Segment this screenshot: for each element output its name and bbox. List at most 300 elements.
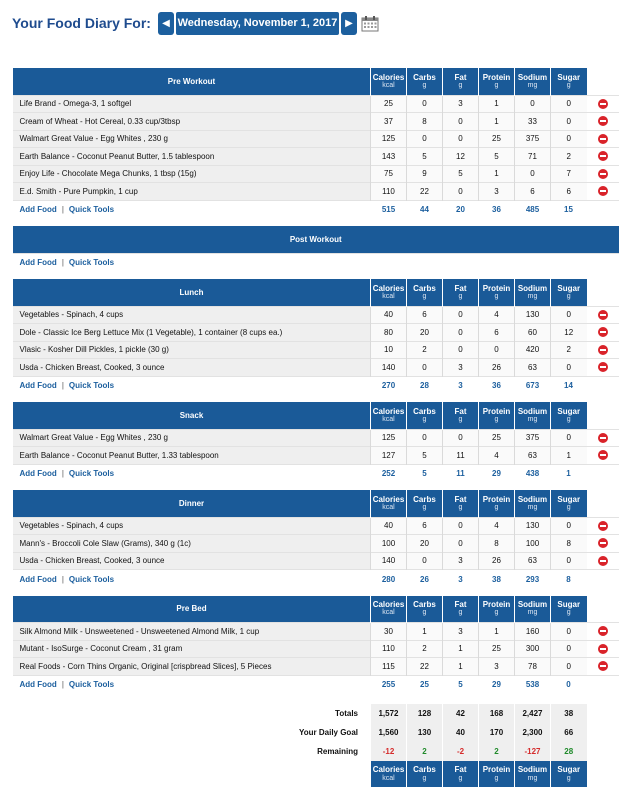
column-header — [515, 279, 551, 306]
food-name[interactable]: Dole - Classic Ice Berg Lettuce Mix (1 Vegetable), 1 container (8 cups ea.) — [13, 324, 371, 342]
column-unit: mg — [527, 609, 538, 617]
meal-total: 255 — [371, 675, 407, 694]
nutrient-value: 0 — [443, 306, 479, 324]
meal-total — [443, 253, 479, 272]
nutrient-value: 10 — [371, 341, 407, 359]
column-name: Protein — [482, 72, 511, 82]
column-name: Fat — [454, 494, 467, 504]
summary-value: 128 — [407, 704, 443, 723]
summary-value: 28 — [551, 742, 587, 761]
column-unit: g — [494, 415, 499, 423]
summary-value: 170 — [479, 723, 515, 742]
column-unit: mg — [527, 774, 538, 782]
food-name[interactable]: E.d. Smith - Pure Pumpkin, 1 cup — [13, 183, 371, 201]
meal-title: Dinner — [13, 490, 371, 517]
column-name: Protein — [482, 406, 511, 416]
column-header — [443, 490, 479, 517]
nutrient-value: 25 — [371, 95, 407, 113]
quick-tools-link[interactable]: Quick Tools — [68, 258, 115, 268]
food-row[interactable] — [13, 148, 619, 166]
nutrient-value: 1 — [443, 640, 479, 658]
nutrient-value: 125 — [371, 130, 407, 148]
food-name[interactable]: Silk Almond Milk - Unsweetened - Unsweetened Almond Milk, 1 cup — [13, 623, 371, 641]
nutrient-value: 420 — [515, 341, 551, 359]
meal-actions-row — [13, 570, 619, 589]
meal-total — [479, 253, 515, 272]
column-name: Carbs — [413, 600, 436, 610]
nutrient-value: 2 — [551, 148, 587, 166]
column-header — [443, 761, 479, 787]
column-header — [371, 596, 407, 623]
column-header — [551, 279, 587, 306]
meal-total: 485 — [515, 200, 551, 219]
nutrient-value: 110 — [371, 640, 407, 658]
delete-icon[interactable] — [598, 151, 608, 161]
column-unit: kcal — [382, 415, 395, 423]
column-unit: g — [422, 503, 427, 511]
summary-value: 42 — [443, 704, 479, 723]
column-name: Sodium — [517, 600, 548, 610]
nutrient-value: 7 — [551, 165, 587, 183]
chevron-right-icon[interactable]: ▶ — [341, 12, 357, 35]
summary-value: 2 — [407, 742, 443, 761]
nutrient-value: 33 — [515, 113, 551, 131]
nutrient-value: 1 — [479, 95, 515, 113]
nutrient-value: 0 — [407, 130, 443, 148]
column-unit: g — [494, 609, 499, 617]
delete-icon[interactable] — [598, 538, 608, 548]
nutrient-value: 0 — [551, 130, 587, 148]
food-row[interactable] — [13, 623, 619, 641]
nutrient-value: 1 — [479, 165, 515, 183]
column-unit: g — [458, 81, 463, 89]
column-unit: g — [566, 415, 571, 423]
meal-total: 36 — [479, 200, 515, 219]
nutrient-value: 80 — [371, 324, 407, 342]
delete-icon[interactable] — [598, 450, 608, 460]
nutrient-value: 3 — [443, 95, 479, 113]
meal-title: Post Workout — [13, 226, 619, 253]
food-row[interactable] — [13, 517, 619, 535]
column-name: Fat — [454, 765, 467, 775]
nutrient-value: 11 — [443, 447, 479, 465]
food-row[interactable] — [13, 359, 619, 377]
delete-icon[interactable] — [598, 99, 608, 109]
column-name: Sugar — [557, 72, 581, 82]
food-name[interactable]: Cream of Wheat - Hot Cereal, 0.33 cup/3tbsp — [13, 113, 371, 131]
meal-total: 29 — [479, 675, 515, 694]
add-food-link[interactable]: Add Food — [19, 680, 57, 690]
summary-value: 168 — [479, 704, 515, 723]
nutrient-value: 60 — [515, 324, 551, 342]
nutrient-value: 300 — [515, 640, 551, 658]
nutrient-value: 5 — [407, 148, 443, 166]
column-header — [371, 490, 407, 517]
food-row[interactable] — [13, 640, 619, 658]
meal-total: 20 — [443, 200, 479, 219]
column-unit: g — [422, 81, 427, 89]
column-header — [443, 68, 479, 95]
column-name: Fat — [454, 283, 467, 293]
summary-value: 1,572 — [371, 704, 407, 723]
food-row[interactable] — [13, 95, 619, 113]
quick-tools-link[interactable]: Quick Tools — [68, 205, 115, 215]
column-unit: g — [422, 415, 427, 423]
summary-value: 2,300 — [515, 723, 551, 742]
food-row[interactable] — [13, 183, 619, 201]
column-header — [479, 279, 515, 306]
food-row[interactable] — [13, 429, 619, 447]
nutrient-value: 2 — [551, 341, 587, 359]
food-name[interactable]: Usda - Chicken Breast, Cooked, 3 ounce — [13, 552, 371, 570]
meal-total: 1 — [551, 464, 587, 483]
column-header — [407, 761, 443, 787]
meal-total: 15 — [551, 200, 587, 219]
meal-total: 14 — [551, 376, 587, 395]
nutrient-value: 0 — [443, 113, 479, 131]
nutrient-value: 110 — [371, 183, 407, 201]
nutrient-value: 125 — [371, 429, 407, 447]
column-header — [551, 490, 587, 517]
column-unit: g — [494, 774, 499, 782]
nutrient-value: 1 — [407, 623, 443, 641]
meal-title: Lunch — [13, 279, 371, 306]
delete-icon[interactable] — [598, 345, 608, 355]
column-header — [551, 402, 587, 429]
food-name[interactable]: Mutant - IsoSurge - Coconut Cream , 31 gram — [13, 640, 371, 658]
food-row[interactable] — [13, 447, 619, 465]
nutrient-value: 6 — [407, 517, 443, 535]
column-header — [407, 596, 443, 623]
summary-value: 2 — [479, 742, 515, 761]
nutrient-value: 9 — [407, 165, 443, 183]
meal-header — [13, 68, 619, 95]
separator: | — [61, 205, 64, 215]
meal-total: 293 — [515, 570, 551, 589]
meal-total: 515 — [371, 200, 407, 219]
column-unit: g — [566, 774, 571, 782]
delete-icon[interactable] — [598, 661, 608, 671]
column-unit: g — [566, 292, 571, 300]
column-name: Sugar — [557, 283, 581, 293]
nutrient-value: 71 — [515, 148, 551, 166]
nutrient-value: 8 — [407, 113, 443, 131]
date-display[interactable]: Wednesday, November 1, 2017 — [176, 12, 339, 35]
nutrient-value: 37 — [371, 113, 407, 131]
column-unit: mg — [527, 81, 538, 89]
column-name: Calories — [372, 283, 405, 293]
column-name: Sodium — [517, 283, 548, 293]
nutrient-value: 100 — [371, 535, 407, 553]
column-unit: kcal — [382, 292, 395, 300]
quick-tools-link[interactable]: Quick Tools — [68, 381, 115, 391]
nutrient-value: 2 — [407, 640, 443, 658]
column-unit: kcal — [382, 81, 395, 89]
delete-icon[interactable] — [598, 556, 608, 566]
column-name: Sodium — [517, 406, 548, 416]
column-name: Sodium — [517, 72, 548, 82]
column-header — [479, 490, 515, 517]
column-name: Carbs — [413, 283, 436, 293]
nutrient-value: 0 — [443, 130, 479, 148]
footer-column-header — [13, 761, 619, 787]
food-name[interactable]: Usda - Chicken Breast, Cooked, 3 ounce — [13, 359, 371, 377]
nutrient-value: 25 — [479, 640, 515, 658]
nutrient-value: 1 — [479, 623, 515, 641]
food-diary-table — [12, 68, 619, 787]
food-row[interactable] — [13, 341, 619, 359]
column-header — [479, 761, 515, 787]
summary-value: 40 — [443, 723, 479, 742]
nutrient-value: 20 — [407, 324, 443, 342]
column-name: Protein — [482, 600, 511, 610]
nutrient-value: 375 — [515, 429, 551, 447]
nutrient-value: 140 — [371, 359, 407, 377]
delete-icon[interactable] — [598, 327, 608, 337]
column-name: Sugar — [557, 406, 581, 416]
delete-icon[interactable] — [598, 186, 608, 196]
column-name: Fat — [454, 72, 467, 82]
meal-actions-row — [13, 376, 619, 395]
add-food-link[interactable]: Add Food — [19, 205, 57, 215]
nutrient-value: 0 — [443, 324, 479, 342]
column-header — [443, 402, 479, 429]
column-unit: mg — [527, 292, 538, 300]
nutrient-value: 22 — [407, 183, 443, 201]
meal-header — [13, 402, 619, 429]
food-name[interactable]: Walmart Great Value - Egg Whites , 230 g — [13, 130, 371, 148]
column-unit: g — [458, 292, 463, 300]
meal-actions-row — [13, 464, 619, 483]
column-header — [371, 68, 407, 95]
food-row[interactable] — [13, 552, 619, 570]
nutrient-value: 0 — [443, 535, 479, 553]
meal-total: 3 — [443, 570, 479, 589]
column-header — [551, 761, 587, 787]
meal-total: 673 — [515, 376, 551, 395]
column-name: Calories — [372, 494, 405, 504]
nutrient-value: 63 — [515, 447, 551, 465]
column-unit: g — [494, 292, 499, 300]
column-header — [407, 279, 443, 306]
nutrient-value: 6 — [407, 306, 443, 324]
meal-header — [13, 279, 619, 306]
meal-total: 8 — [551, 570, 587, 589]
delete-icon[interactable] — [598, 626, 608, 636]
nutrient-value: 5 — [443, 165, 479, 183]
meal-actions-row — [13, 675, 619, 694]
nutrient-value: 78 — [515, 658, 551, 676]
summary-label: Your Daily Goal — [299, 728, 358, 737]
meal-total: 5 — [407, 464, 443, 483]
column-unit: g — [458, 609, 463, 617]
column-name: Sugar — [557, 600, 581, 610]
food-name[interactable]: Earth Balance - Coconut Peanut Butter, 1.5 tablespoon — [13, 148, 371, 166]
calendar-icon[interactable] — [361, 15, 379, 32]
separator: | — [61, 469, 64, 479]
column-header — [371, 761, 407, 787]
delete-icon[interactable] — [598, 521, 608, 531]
food-row[interactable] — [13, 324, 619, 342]
column-name: Carbs — [413, 494, 436, 504]
meal-total: 3 — [443, 376, 479, 395]
meal-actions-row — [13, 253, 619, 272]
nutrient-value: 26 — [479, 552, 515, 570]
nutrient-value: 6 — [515, 183, 551, 201]
column-header — [551, 68, 587, 95]
column-unit: g — [566, 81, 571, 89]
meal-total: 38 — [479, 570, 515, 589]
nutrient-value: 3 — [479, 183, 515, 201]
food-name[interactable]: Vlasic - Kosher Dill Pickles, 1 pickle (30 g) — [13, 341, 371, 359]
meal-total: 26 — [407, 570, 443, 589]
column-unit: mg — [527, 503, 538, 511]
nutrient-value: 0 — [551, 429, 587, 447]
nutrient-value: 0 — [551, 623, 587, 641]
meal-total: 29 — [479, 464, 515, 483]
nutrient-value: 3 — [443, 623, 479, 641]
remaining-row — [13, 742, 619, 761]
meal-total: 280 — [371, 570, 407, 589]
nutrient-value: 0 — [443, 183, 479, 201]
food-row[interactable] — [13, 165, 619, 183]
quick-tools-link[interactable]: Quick Tools — [68, 574, 115, 584]
nutrient-value: 8 — [479, 535, 515, 553]
column-header — [515, 490, 551, 517]
meal-total: 252 — [371, 464, 407, 483]
summary-label: Totals — [335, 709, 358, 718]
summary-value: 1,560 — [371, 723, 407, 742]
separator: | — [61, 381, 64, 391]
meal-title: Pre Bed — [13, 596, 371, 623]
column-unit: kcal — [382, 503, 395, 511]
food-name[interactable]: Vegetables - Spinach, 4 cups — [13, 306, 371, 324]
meal-title: Pre Workout — [13, 68, 371, 95]
summary-label: Remaining — [317, 747, 358, 756]
column-name: Sugar — [557, 494, 581, 504]
nutrient-value: 0 — [407, 552, 443, 570]
food-row[interactable] — [13, 658, 619, 676]
column-name: Sugar — [557, 765, 581, 775]
food-name[interactable]: Earth Balance - Coconut Peanut Butter, 1.33 tablespoon — [13, 447, 371, 465]
column-unit: g — [566, 503, 571, 511]
meal-total: 11 — [443, 464, 479, 483]
delete-icon[interactable] — [598, 169, 608, 179]
food-name[interactable]: Real Foods - Corn Thins Organic, Original [crispbread Slices], 5 Pieces — [13, 658, 371, 676]
column-name: Fat — [454, 600, 467, 610]
column-name: Calories — [372, 600, 405, 610]
column-header — [479, 596, 515, 623]
column-header — [443, 279, 479, 306]
delete-icon[interactable] — [598, 644, 608, 654]
column-name: Carbs — [413, 765, 436, 775]
separator: | — [61, 680, 64, 690]
food-row[interactable] — [13, 306, 619, 324]
add-food-link[interactable]: Add Food — [19, 258, 57, 268]
column-unit: g — [422, 609, 427, 617]
nutrient-value: 0 — [443, 429, 479, 447]
food-name[interactable]: Mann's - Broccoli Cole Slaw (Grams), 340 g (1c) — [13, 535, 371, 553]
column-unit: g — [422, 774, 427, 782]
summary-value: 66 — [551, 723, 587, 742]
nutrient-value: 20 — [407, 535, 443, 553]
column-header — [443, 596, 479, 623]
meal-total: 25 — [407, 675, 443, 694]
food-row[interactable] — [13, 113, 619, 131]
nutrient-value: 0 — [551, 113, 587, 131]
column-name: Protein — [482, 283, 511, 293]
column-unit: g — [458, 774, 463, 782]
meal-total — [371, 253, 407, 272]
food-row[interactable] — [13, 130, 619, 148]
nutrient-value: 0 — [551, 552, 587, 570]
column-name: Protein — [482, 765, 511, 775]
meal-total: 0 — [551, 675, 587, 694]
column-name: Fat — [454, 406, 467, 416]
column-header — [551, 596, 587, 623]
nutrient-value: 1 — [551, 447, 587, 465]
delete-icon[interactable] — [598, 116, 608, 126]
quick-tools-link[interactable]: Quick Tools — [68, 469, 115, 479]
nutrient-value: 5 — [479, 148, 515, 166]
nutrient-value: 0 — [407, 359, 443, 377]
column-name: Sodium — [517, 765, 548, 775]
column-unit: kcal — [382, 774, 395, 782]
food-name[interactable]: Enjoy Life - Chocolate Mega Chunks, 1 tbsp (15g) — [13, 165, 371, 183]
diary-date-bar — [12, 10, 379, 36]
meal-total: 44 — [407, 200, 443, 219]
quick-tools-link[interactable]: Quick Tools — [68, 680, 115, 690]
delete-icon[interactable] — [598, 310, 608, 320]
nutrient-value: 115 — [371, 658, 407, 676]
add-food-link[interactable]: Add Food — [19, 469, 57, 479]
nutrient-value: 63 — [515, 359, 551, 377]
nutrient-value: 0 — [551, 95, 587, 113]
add-food-link[interactable]: Add Food — [19, 574, 57, 584]
nutrient-value: 8 — [551, 535, 587, 553]
nutrient-value: 130 — [515, 306, 551, 324]
column-header — [371, 402, 407, 429]
column-name: Carbs — [413, 72, 436, 82]
chevron-left-icon[interactable]: ◀ — [158, 12, 174, 35]
delete-icon[interactable] — [598, 134, 608, 144]
nutrient-value: 4 — [479, 517, 515, 535]
food-name[interactable]: Life Brand - Omega-3, 1 softgel — [13, 95, 371, 113]
food-name[interactable]: Walmart Great Value - Egg Whites , 230 g — [13, 429, 371, 447]
delete-icon[interactable] — [598, 362, 608, 372]
column-header — [479, 68, 515, 95]
column-header — [515, 596, 551, 623]
nutrient-value: 0 — [551, 517, 587, 535]
nutrient-value: 22 — [407, 658, 443, 676]
column-name: Calories — [372, 765, 405, 775]
summary-value: -127 — [515, 742, 551, 761]
meal-header — [13, 490, 619, 517]
meal-total — [515, 253, 551, 272]
nutrient-value: 0 — [551, 359, 587, 377]
food-row[interactable] — [13, 535, 619, 553]
column-header — [407, 402, 443, 429]
food-name[interactable]: Vegetables - Spinach, 4 cups — [13, 517, 371, 535]
meal-total: 438 — [515, 464, 551, 483]
delete-icon[interactable] — [598, 433, 608, 443]
nutrient-value: 0 — [551, 658, 587, 676]
column-unit: g — [494, 81, 499, 89]
nutrient-value: 143 — [371, 148, 407, 166]
nutrient-value: 0 — [443, 517, 479, 535]
meal-header — [13, 226, 619, 253]
add-food-link[interactable]: Add Food — [19, 381, 57, 391]
